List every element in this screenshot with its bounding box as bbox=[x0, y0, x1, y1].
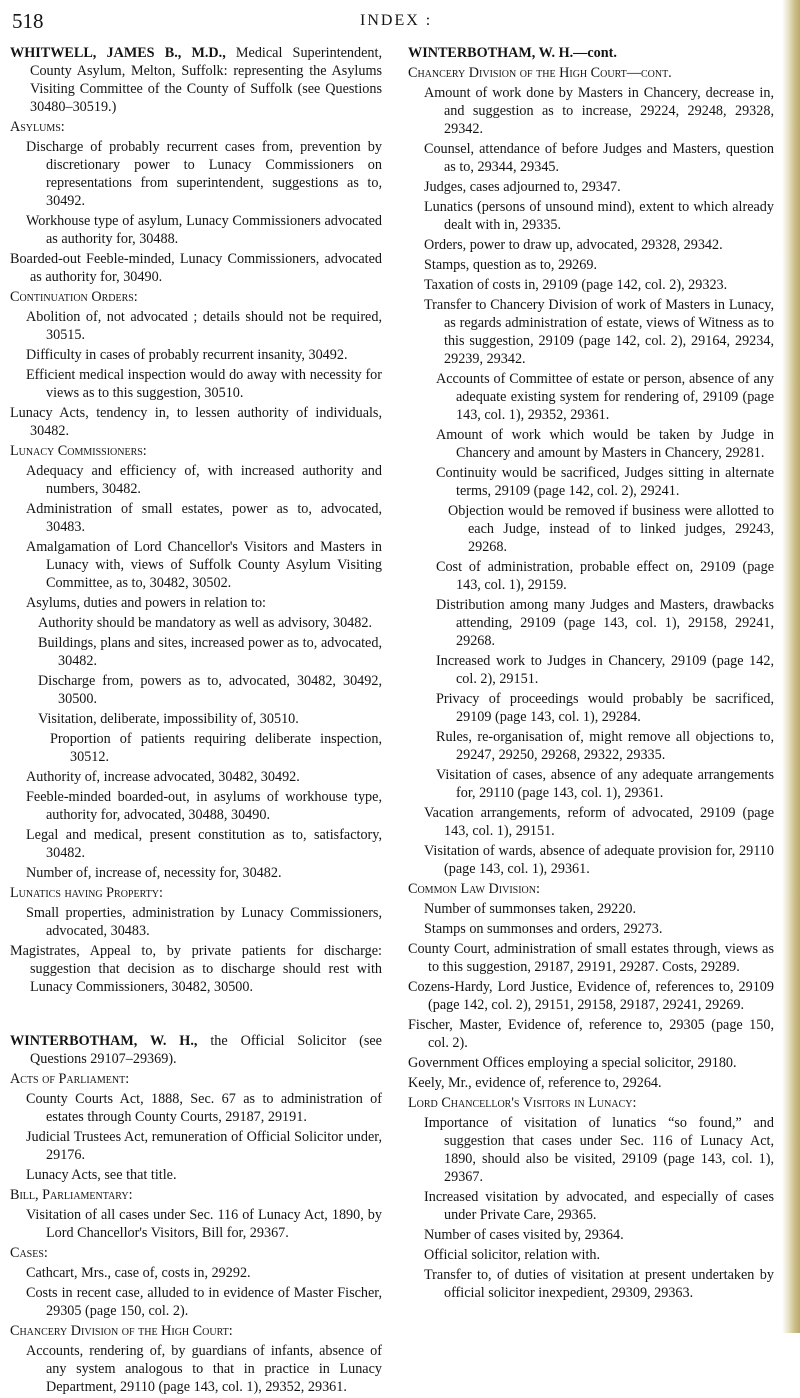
index-entry: Proportion of patients requiring deliberate inspection, 30512. bbox=[50, 731, 382, 765]
index-entry: Lunacy Acts, tendency in, to lessen authority of individuals, 30482. bbox=[10, 405, 382, 439]
index-entry: Administration of small estates, power as to, advocated, 30483. bbox=[26, 501, 382, 535]
index-entry: Number of cases visited by, 29364. bbox=[424, 1227, 624, 1243]
index-entry: Magistrates, Appeal to, by private patients for discharge: suggestion that decision as to discharge should rest with Lunacy Commissioners, 30482, 30500. bbox=[10, 943, 382, 995]
index-entry: Objection would be removed if business were allotted to each Judge, instead of to linked judges, 29243, 29268. bbox=[448, 503, 774, 555]
index-entry: County Courts Act, 1888, Sec. 67 as to administration of estates through County Courts, 29187, 29191. bbox=[26, 1091, 382, 1125]
left-column bbox=[10, 44, 382, 1398]
index-entry: Visitation of cases, absence of any adequate arrangements for, 29110 (page 143, col. 1), 29361. bbox=[436, 767, 774, 801]
index-entry: Official solicitor, relation with. bbox=[424, 1247, 601, 1263]
index-entry-whitwell: WHITWELL, JAMES B., M.D., Medical Superintendent, County Asylum, Melton, Suffolk: representing the Asylums Visiting Committee of the County of Suffolk (see Questions 30480–30519.) bbox=[10, 45, 382, 115]
right-column bbox=[408, 44, 774, 1304]
index-entry: Authority should be mandatory as well as advisory, 30482. bbox=[38, 615, 373, 631]
page-number: 518 bbox=[12, 9, 44, 33]
index-entry: Efficient medical inspection would do away with necessity for views as to this suggestion, 30510. bbox=[26, 367, 382, 401]
index-entry: Increased visitation by advocated, and especially of cases under Private Care, 29365. bbox=[424, 1189, 774, 1223]
subject-heading: Lord Chancellor's Visitors in Lunacy: bbox=[408, 1095, 637, 1111]
index-entry-winterbotham: WINTERBOTHAM, W. H., the Official Solicitor (see Questions 29107–29369). bbox=[10, 1033, 382, 1067]
index-entry: Amount of work done by Masters in Chancery, decrease in, and suggestion as to increase, 29224, 29248, 29328, 29342. bbox=[424, 85, 774, 137]
subject-heading: Common Law Division: bbox=[408, 881, 540, 897]
index-entry: Lunatics (persons of unsound mind), extent to which already dealt with in, 29335. bbox=[424, 199, 774, 233]
subject-heading: Chancery Division of the High Court—cont. bbox=[408, 65, 672, 81]
index-entry: Continuity would be sacrificed, Judges sitting in alternate terms, 29109 (page 142, col. 2), 29241. bbox=[436, 465, 774, 499]
index-entry: Boarded-out Feeble-minded, Lunacy Commissioners, advocated as authority for, 30490. bbox=[10, 251, 382, 285]
index-entry: Stamps, question as to, 29269. bbox=[424, 257, 598, 273]
index-entry: Judges, cases adjourned to, 29347. bbox=[424, 179, 621, 195]
index-entry: Feeble-minded boarded-out, in asylums of workhouse type, authority for, advocated, 30488, 30490. bbox=[26, 789, 382, 823]
index-entry: Authority of, increase advocated, 30482, 30492. bbox=[26, 769, 300, 785]
subject-heading: Chancery Division of the High Court: bbox=[10, 1323, 233, 1339]
index-entry: Vacation arrangements, reform of advocated, 29109 (page 143, col. 1), 29151. bbox=[424, 805, 774, 839]
index-entry: Abolition of, not advocated ; details should not be required, 30515. bbox=[26, 309, 382, 343]
subject-heading: Cases: bbox=[10, 1245, 48, 1261]
index-entry: Taxation of costs in, 29109 (page 142, col. 2), 29323. bbox=[424, 277, 728, 293]
index-entry: Transfer to Chancery Division of work of Masters in Lunacy, as regards administration of estate, views of Witness as to this suggestion, 29109 (page 142, col. 2), 29164, 29234, 29239, 29342. bbox=[424, 297, 774, 367]
subject-heading: Continuation Orders: bbox=[10, 289, 138, 305]
index-entry: Adequacy and efficiency of, with increased authority and numbers, 30482. bbox=[26, 463, 382, 497]
index-entry: Counsel, attendance of before Judges and Masters, question as to, 29344, 29345. bbox=[424, 141, 774, 175]
index-entry: Legal and medical, present constitution as to, satisfactory, 30482. bbox=[26, 827, 382, 861]
index-entry: Costs in recent case, alluded to in evidence of Master Fischer, 29305 (page 150, col. 2). bbox=[26, 1285, 382, 1319]
index-entry: Judicial Trustees Act, remuneration of Official Solicitor under, 29176. bbox=[26, 1129, 382, 1163]
index-entry: Amalgamation of Lord Chancellor's Visitors and Masters in Lunacy with, views of Suffolk County Asylum Visiting Committee, as to, 30482, 30502. bbox=[26, 539, 382, 591]
index-entry: Transfer to, of duties of visitation at present undertaken by official solicitor inexpedient, 29309, 29363. bbox=[424, 1267, 774, 1301]
subject-heading: Lunacy Commissioners: bbox=[10, 443, 147, 459]
index-entry: Visitation of all cases under Sec. 116 of Lunacy Act, 1890, by Lord Chancellor's Visitors, Bill for, 29367. bbox=[26, 1207, 382, 1241]
subject-heading: Acts of Parliament: bbox=[10, 1071, 130, 1087]
page-edge-shadow bbox=[782, 0, 800, 1333]
index-entry: Accounts of Committee of estate or person, absence of any adequate existing system for rendering of, 29109 (page 143, col. 1), 29352, 29361. bbox=[436, 371, 774, 423]
index-entry: Cathcart, Mrs., case of, costs in, 29292. bbox=[26, 1265, 251, 1281]
section-gap bbox=[10, 998, 382, 1032]
index-entry: Privacy of proceedings would probably be sacrificed, 29109 (page 143, col. 1), 29284. bbox=[436, 691, 774, 725]
index-entry: Lunacy Acts, see that title. bbox=[26, 1167, 177, 1183]
index-entry: Cost of administration, probable effect on, 29109 (page 143, col. 1), 29159. bbox=[436, 559, 774, 593]
index-entry: Discharge from, powers as to, advocated, 30482, 30492, 30500. bbox=[38, 673, 382, 707]
index-entry: Amount of work which would be taken by Judge in Chancery and amount by Masters in Chancery, 29281. bbox=[436, 427, 774, 461]
index-entry: Visitation, deliberate, impossibility of, 30510. bbox=[38, 711, 299, 727]
index-entry: Small properties, administration by Lunacy Commissioners, advocated, 30483. bbox=[26, 905, 382, 939]
index-entry: County Court, administration of small estates through, views as to this suggestion, 29187, 29191, 29287. Costs, 29289. bbox=[408, 941, 774, 975]
index-entry: Rules, re-organisation of, might remove all objections to, 29247, 29250, 29268, 29322, 29335. bbox=[436, 729, 774, 763]
index-entry: Distribution among many Judges and Masters, drawbacks attending, 29109 (page 143, col. 1), 29158, 29241, 29268. bbox=[436, 597, 774, 649]
index-entry: Workhouse type of asylum, Lunacy Commissioners advocated as authority for, 30488. bbox=[26, 213, 382, 247]
subject-heading: Asylums: bbox=[10, 119, 65, 135]
index-entry: Number of summonses taken, 29220. bbox=[424, 901, 636, 917]
index-entry: Importance of visitation of lunatics “so found,” and suggestion that cases under Sec. 116 of Lunacy Act, 1890, should also be visited, 29109 (page 143, col. 1), 29367. bbox=[424, 1115, 774, 1185]
index-entry: Stamps on summonses and orders, 29273. bbox=[424, 921, 663, 937]
index-entry: Buildings, plans and sites, increased power as to, advocated, 30482. bbox=[38, 635, 382, 669]
page-header bbox=[0, 0, 800, 40]
entry-name: WINTERBOTHAM, W. H., bbox=[10, 1033, 198, 1049]
index-entry: Increased work to Judges in Chancery, 29109 (page 142, col. 2), 29151. bbox=[436, 653, 774, 687]
index-entry: Number of, increase of, necessity for, 30482. bbox=[26, 865, 282, 881]
index-entry: Orders, power to draw up, advocated, 29328, 29342. bbox=[424, 237, 723, 253]
running-title: INDEX : bbox=[360, 12, 433, 29]
index-entry: Discharge of probably recurrent cases from, prevention by discretionary power to Lunacy Commissioners on representations from superintendent, suggestions as to, 30492. bbox=[26, 139, 382, 209]
entry-name: WHITWELL, JAMES B., M.D., bbox=[10, 45, 226, 61]
index-entry: Cozens-Hardy, Lord Justice, Evidence of, references to, 29109 (page 142, col. 2), 29151, 29158, 29187, 29241, 29269. bbox=[408, 979, 774, 1013]
index-entry: Difficulty in cases of probably recurrent insanity, 30492. bbox=[26, 347, 348, 363]
index-entry: Accounts, rendering of, by guardians of infants, absence of any system analogous to that in practice in Lunacy Department, 29110 (page 143, col. 1), 29352, 29361. bbox=[26, 1343, 382, 1395]
index-entry: Government Offices employing a special solicitor, 29180. bbox=[408, 1055, 737, 1071]
index-entry: Asylums, duties and powers in relation to: bbox=[26, 595, 266, 611]
index-entry: Fischer, Master, Evidence of, reference to, 29305 (page 150, col. 2). bbox=[408, 1017, 774, 1051]
index-entry: Visitation of wards, absence of adequate provision for, 29110 (page 143, col. 1), 29361. bbox=[424, 843, 774, 877]
continued-entry-name: WINTERBOTHAM, W. H.—cont. bbox=[408, 45, 617, 61]
subject-heading: Lunatics having Property: bbox=[10, 885, 163, 901]
index-entry: Keely, Mr., evidence of, reference to, 29264. bbox=[408, 1075, 662, 1091]
subject-heading: Bill, Parliamentary: bbox=[10, 1187, 133, 1203]
